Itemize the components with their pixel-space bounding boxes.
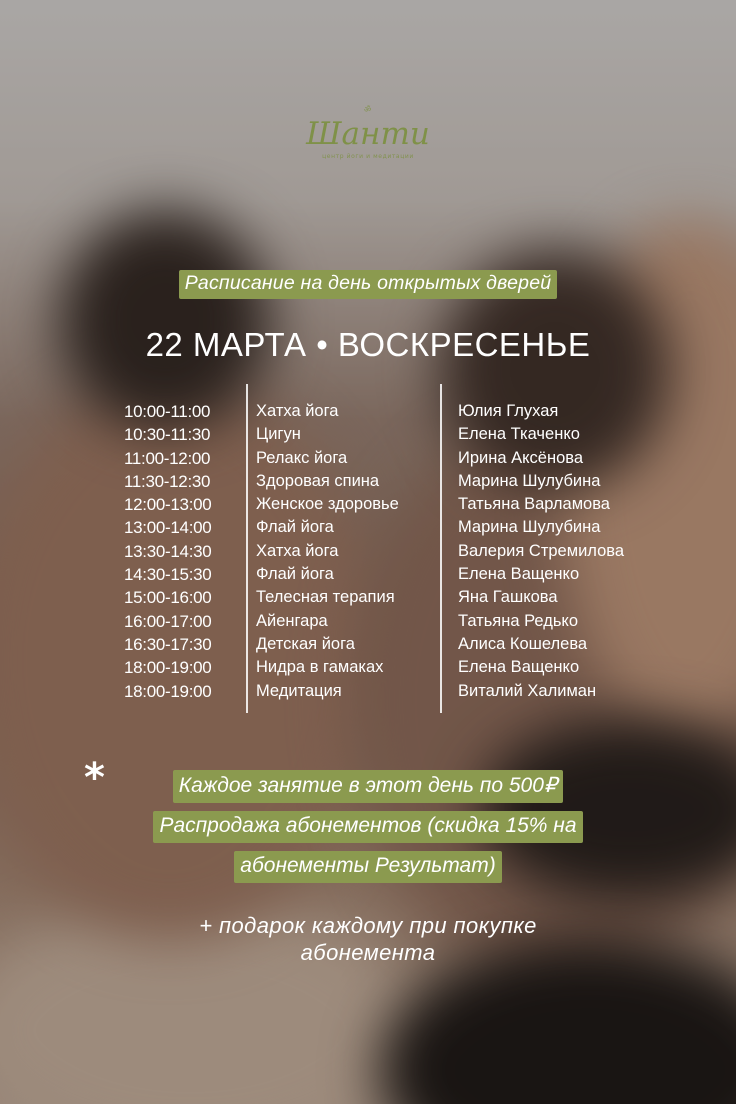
row-teacher: Ирина Аксёнова <box>458 448 584 467</box>
row-class: Здоровая спина <box>256 471 380 490</box>
row-class: Нидра в гамаках <box>256 658 384 677</box>
row-teacher: Марина Шулубина <box>458 518 601 537</box>
row-teacher: Яна Гашкова <box>458 588 558 607</box>
row-time: 10:30-11:30 <box>124 425 211 445</box>
row-class: Хатха йога <box>256 402 339 420</box>
schedule-row <box>124 423 684 446</box>
om-icon: ॐ <box>363 105 373 114</box>
schedule-row <box>124 680 684 703</box>
row-class: Айенгара <box>256 611 328 630</box>
row-time: 16:30-17:30 <box>124 634 212 654</box>
schedule-row <box>124 447 684 470</box>
promo-sale-text: Распродажа абонементов (скидка 15% на <box>153 811 582 843</box>
subtitle-banner <box>0 270 736 299</box>
row-teacher: Алиса Кошелева <box>458 634 588 653</box>
row-class: Хатха йога <box>256 541 339 560</box>
gift-note <box>0 912 736 966</box>
row-time: 13:00-14:00 <box>124 518 212 538</box>
schedule-row <box>124 656 684 679</box>
brand-tagline: центр йоги и медитации <box>322 153 414 160</box>
brand-name: Шанти <box>306 116 430 152</box>
promo-line <box>0 851 736 883</box>
schedule-row <box>124 540 684 563</box>
row-time: 15:00-16:00 <box>124 588 212 608</box>
row-teacher: Юлия Глухая <box>458 402 559 420</box>
schedule-row <box>124 516 684 539</box>
brand-logo <box>0 104 736 160</box>
promo-line <box>0 770 736 803</box>
row-time: 18:00-19:00 <box>124 681 212 701</box>
row-teacher: Татьяна Варламова <box>458 495 610 514</box>
row-class: Медитация <box>256 681 342 700</box>
gift-line-2: абонемента <box>300 940 436 965</box>
row-class: Флай йога <box>256 518 334 537</box>
row-time: 18:00-19:00 <box>124 658 212 678</box>
row-class: Телесная терапия <box>256 588 395 607</box>
schedule-row <box>124 633 684 656</box>
row-time: 11:30-12:30 <box>124 471 211 491</box>
schedule-row <box>124 400 684 423</box>
row-time: 16:00-17:00 <box>124 611 212 631</box>
row-teacher: Валерия Стремилова <box>458 541 625 560</box>
schedule-row <box>124 563 684 586</box>
row-class: Цигун <box>256 425 301 444</box>
row-teacher: Татьяна Редько <box>458 611 579 630</box>
event-date: 22 МАРТА • ВОСКРЕСЕНЬЕ <box>145 326 591 363</box>
row-class: Детская йога <box>256 634 355 653</box>
promo-sale-text-cont: абонементы Результат) <box>234 851 501 883</box>
row-teacher: Марина Шулубина <box>458 471 601 490</box>
asterisk-icon: * <box>84 755 105 801</box>
gift-line-1: + подарок каждому при покупке <box>199 913 537 938</box>
row-teacher: Елена Ткаченко <box>458 425 580 444</box>
schedule-row <box>124 470 684 493</box>
row-teacher: Виталий Халиман <box>458 681 597 700</box>
promo-price-text: Каждое занятие в этот день по 500₽ <box>173 770 564 803</box>
row-class: Релакс йога <box>256 448 348 467</box>
row-teacher: Елена Ващенко <box>458 658 580 677</box>
row-class: Флай йога <box>256 565 334 584</box>
schedule-row <box>124 493 684 516</box>
row-time: 10:00-11:00 <box>124 402 211 421</box>
schedule-table <box>124 400 684 703</box>
row-time: 11:00-12:00 <box>124 448 211 468</box>
subtitle-text: Расписание на день открытых дверей <box>179 270 558 299</box>
row-time: 12:00-13:00 <box>124 495 212 515</box>
schedule-row <box>124 610 684 633</box>
promo-line <box>0 811 736 843</box>
row-time: 13:30-14:30 <box>124 541 212 561</box>
schedule-row <box>124 586 684 609</box>
row-time: 14:30-15:30 <box>124 565 212 585</box>
row-class: Женское здоровье <box>256 495 399 514</box>
row-teacher: Елена Ващенко <box>458 565 580 584</box>
